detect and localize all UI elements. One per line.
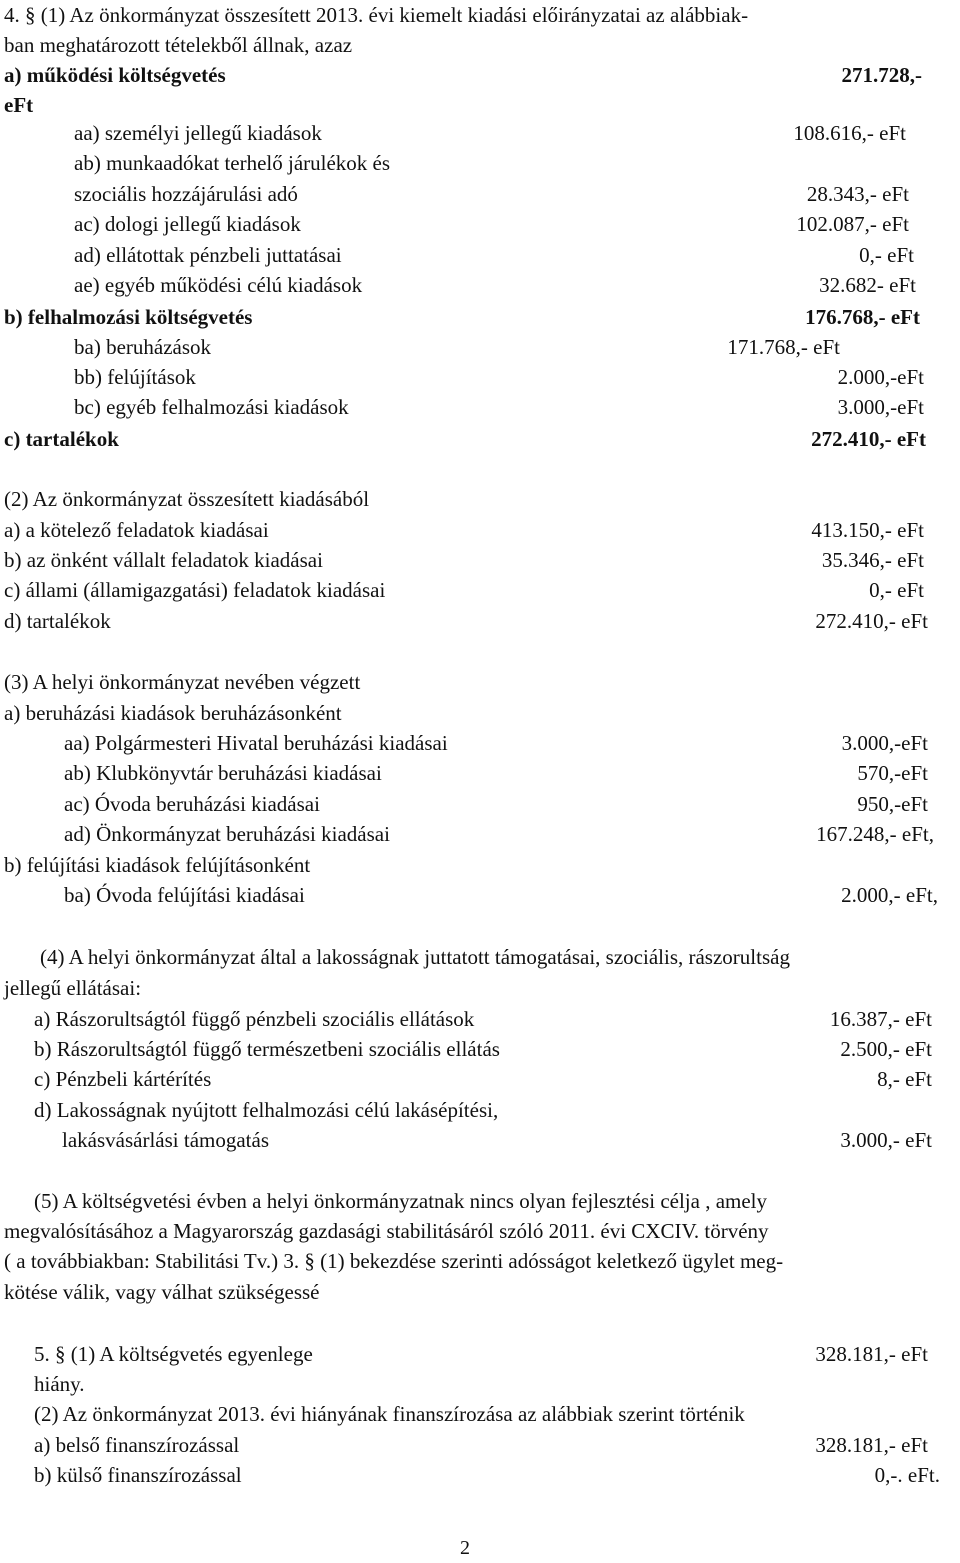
page-number: 2 (460, 1537, 470, 1559)
s4-p3-b-title: b) felújítási kiadások felújításonként (4, 853, 311, 877)
s4-ab-value: 28.343,- eFt (806, 182, 909, 206)
s4-b-value: 176.768,- eFt (805, 305, 920, 329)
s5-line1-value: 328.181,- eFt (815, 1342, 928, 1366)
s4-p5-line4: kötése válik, vagy válhat szükségessé (4, 1280, 320, 1304)
s4-p4-a-value: 16.387,- eFt (829, 1007, 932, 1031)
s4-a-value-wrap: eFt (4, 93, 34, 117)
s4-p3-ac-label: ac) Óvoda beruházási kiadásai (64, 792, 320, 816)
s5-a-value: 328.181,- eFt (815, 1433, 928, 1457)
s4-p3-aa-label: aa) Polgármesteri Hivatal beruházási kiadásai (64, 731, 448, 755)
s5-p2-title: (2) Az önkormányzat 2013. évi hiányának finanszírozása az alábbiak szerint történik (34, 1402, 745, 1426)
s4-p5-line2: megvalósításához a Magyarország gazdasági stabilitásáról szóló 2011. évi CXCIV. törvény (4, 1219, 769, 1243)
s4-p3-ba-label: ba) Óvoda felújítási kiadásai (64, 883, 305, 907)
s4-p2-b-value: 35.346,- eFt (821, 548, 924, 572)
s4-aa-label: aa) személyi jellegű kiadások (74, 121, 322, 145)
s4-bc-label: bc) egyéb felhalmozási kiadások (74, 395, 349, 419)
s4-p3-ac-value: 950,-eFt (857, 792, 928, 816)
s4-bb-label: bb) felújítások (74, 365, 196, 389)
s4-intro-line2: ban meghatározott tételekből állnak, azaz (4, 33, 353, 57)
s4-ab-label-cont: szociális hozzájárulási adó (74, 182, 298, 206)
s4-p3-ad-value: 167.248,- eFt, (816, 822, 934, 846)
s4-c-label: c) tartalékok (4, 427, 119, 451)
s4-p3-ab-value: 570,-eFt (857, 761, 928, 785)
s4-p4-a-label: a) Rászorultságtól függő pénzbeli szociális ellátások (34, 1007, 475, 1031)
s4-bc-value: 3.000,-eFt (837, 395, 924, 419)
s4-p2-c-value: 0,- eFt (869, 578, 924, 602)
s4-p4-line1: (4) A helyi önkormányzat által a lakosságnak juttatott támogatásai, szociális, rászorultság (40, 945, 790, 969)
s4-ba-value: 171.768,- eFt (727, 335, 840, 359)
s4-ae-label: ae) egyéb működési célú kiadások (74, 273, 363, 297)
s4-ab-label: ab) munkaadókat terhelő járulékok és (74, 151, 391, 175)
s4-p2-d-value: 272.410,- eFt (815, 609, 928, 633)
s4-p3-a-title: a) beruházási kiadások beruházásonként (4, 701, 342, 725)
s4-p4-d-value: 3.000,- eFt (840, 1128, 932, 1152)
s4-p4-d-line2: lakásvásárlási támogatás (62, 1128, 270, 1152)
s4-a-value: 271.728,- (841, 63, 922, 87)
s4-p2-a-label: a) a kötelező feladatok kiadásai (4, 518, 269, 542)
s4-p4-c-value: 8,- eFt (877, 1067, 932, 1091)
s5-line2: hiány. (34, 1372, 85, 1396)
s4-ae-value: 32.682- eFt (819, 273, 916, 297)
s4-bb-value: 2.000,-eFt (837, 365, 924, 389)
s5-b-label: b) külső finanszírozással (34, 1463, 242, 1487)
s4-p4-line2: jellegű ellátásai: (4, 976, 142, 1000)
s4-p3-ad-label: ad) Önkormányzat beruházási kiadásai (64, 822, 390, 846)
s4-p4-b-label: b) Rászorultságtól függő természetbeni szociális ellátás (34, 1037, 500, 1061)
s4-a-label: a) működési költségvetés (4, 63, 226, 87)
s4-p3-ba-value: 2.000,- eFt, (841, 883, 938, 907)
s4-p3-ab-label: ab) Klubkönyvtár beruházási kiadásai (64, 761, 382, 785)
s4-p2-title: (2) Az önkormányzat összesített kiadásából (4, 487, 370, 511)
s4-p2-a-value: 413.150,- eFt (811, 518, 924, 542)
s4-ba-label: ba) beruházások (74, 335, 212, 359)
s4-b-label: b) felhalmozási költségvetés (4, 305, 253, 329)
s4-p3-title: (3) A helyi önkormányzat nevében végzett (4, 670, 361, 694)
s5-b-value: 0,-. eFt. (874, 1463, 940, 1487)
s5-line1-label: 5. § (1) A költségvetés egyenlege (34, 1342, 313, 1366)
s4-p4-d-line1: d) Lakosságnak nyújtott felhalmozási célú lakásépítési, (34, 1098, 499, 1122)
s4-ac-value: 102.087,- eFt (796, 212, 909, 236)
s4-ad-label: ad) ellátottak pénzbeli juttatásai (74, 243, 342, 267)
s4-p5-line3: ( a továbbiakban: Stabilitási Tv.) 3. § (1) bekezdése szerinti adósságot keletkező ügylet meg- (4, 1249, 784, 1273)
s4-c-value: 272.410,- eFt (811, 427, 926, 451)
s4-p2-c-label: c) állami (államigazgatási) feladatok kiadásai (4, 578, 386, 602)
s4-ad-value: 0,- eFt (859, 243, 914, 267)
s4-p4-b-value: 2.500,- eFt (840, 1037, 932, 1061)
s4-intro-line1: 4. § (1) Az önkormányzat összesített 2013. évi kiemelt kiadási előirányzatai az alábbiak- (4, 3, 749, 27)
s4-p2-d-label: d) tartalékok (4, 609, 111, 633)
s4-p2-b-label: b) az önként vállalt feladatok kiadásai (4, 548, 323, 572)
s5-a-label: a) belső finanszírozással (34, 1433, 240, 1457)
s4-ac-label: ac) dologi jellegű kiadások (74, 212, 301, 236)
s4-p3-aa-value: 3.000,-eFt (841, 731, 928, 755)
s4-p4-c-label: c) Pénzbeli kártérítés (34, 1067, 212, 1091)
s4-p5-line1: (5) A költségvetési évben a helyi önkormányzatnak nincs olyan fejlesztési célja , amely (34, 1189, 768, 1213)
s4-aa-value: 108.616,- eFt (793, 121, 906, 145)
